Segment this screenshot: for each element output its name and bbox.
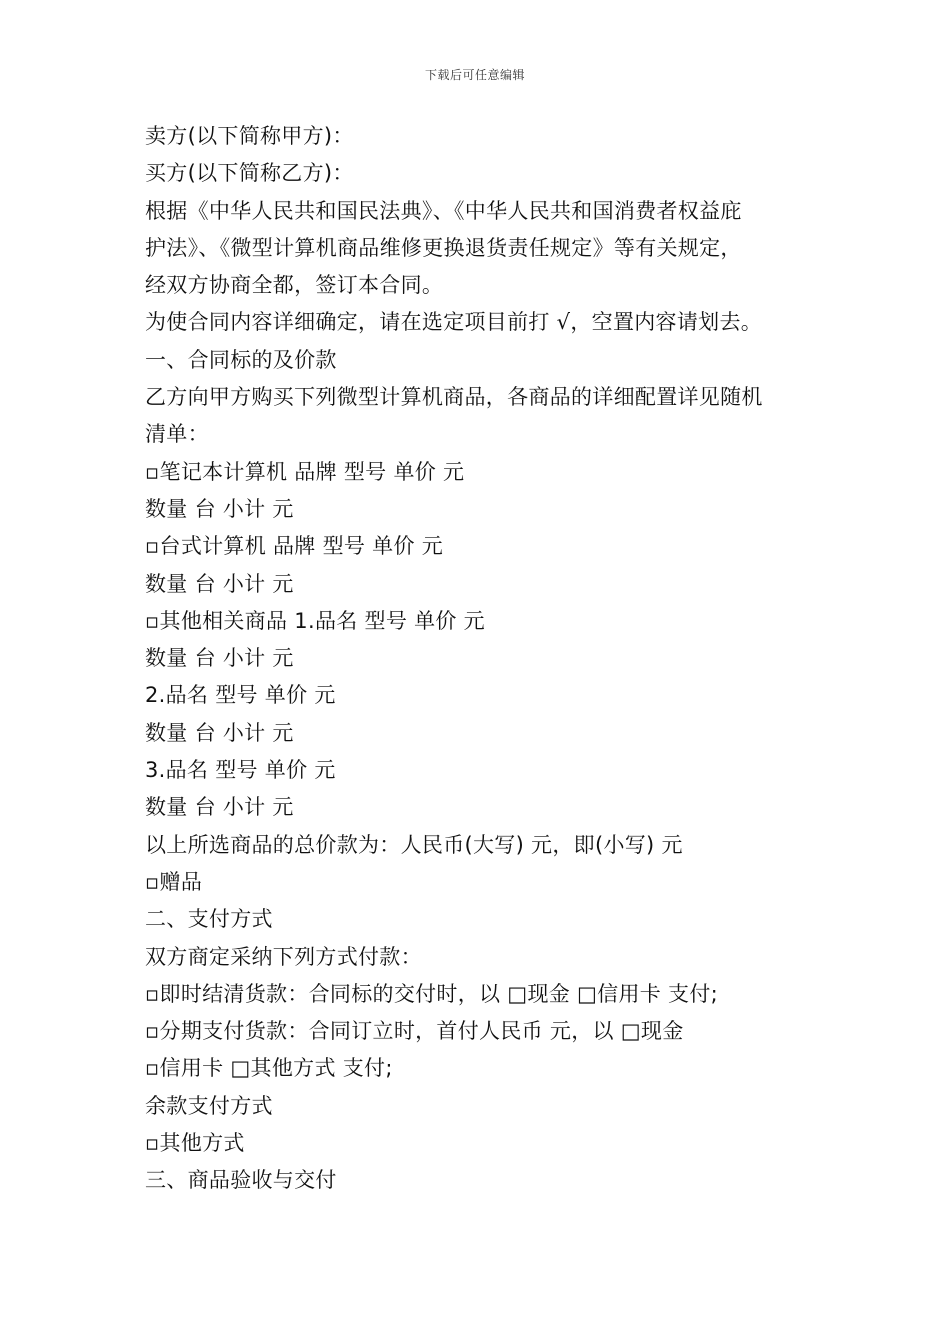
checkbox-item: ▫台式计算机 品牌 型号 单价 元	[145, 534, 444, 559]
document-body	[145, 118, 815, 1200]
text-line: 数量 台 小计 元	[145, 720, 294, 745]
text-line: 数量 台 小计 元	[145, 795, 294, 820]
section-heading: 一、合同标的及价款	[145, 347, 337, 372]
text-line: 卖方(以下简称甲方)：	[145, 124, 354, 148]
text-line: 数量 台 小计 元	[145, 646, 294, 671]
text-line: 数量 台 小计 元	[145, 571, 294, 596]
text-line: 为使合同内容详细确定，请在选定项目前打 √，空置内容请划去。	[145, 310, 763, 335]
page-header: 下载后可任意编辑	[424, 68, 525, 82]
checkbox-item: ▫其他相关商品 1.品名 型号 单价 元	[145, 608, 485, 633]
checkbox-item: ▫信用卡 □其他方式 支付;	[145, 1056, 393, 1081]
text-line: 以上所选商品的总价款为：人民币(大写) 元，即(小写) 元	[145, 832, 683, 857]
text-line: 根据《中华人民共和国民法典》、《中华人民共和国消费者权益庇	[145, 198, 742, 223]
text-line: 买方(以下简称乙方)：	[145, 161, 354, 186]
section-heading: 三、商品验收与交付	[145, 1168, 337, 1193]
checkbox-item: ▫赠品	[145, 869, 203, 894]
text-line: 清单：	[145, 422, 209, 447]
text-line: 双方商定采纳下列方式付款：	[145, 944, 422, 969]
checkbox-item: ▫分期支付货款：合同订立时，首付人民币 元，以 □现金	[145, 1019, 684, 1044]
checkbox-item: ▫即时结清货款：合同标的交付时，以 □现金 □信用卡 支付;	[145, 981, 719, 1006]
text-line: 经双方协商全都，签订本合同。	[145, 273, 444, 298]
section-heading: 二、支付方式	[145, 907, 273, 932]
text-line: 乙方向甲方购买下列微型计算机商品，各商品的详细配置详见随机	[145, 385, 763, 410]
text-line: 护法》、《微型计算机商品维修更换退货责任规定》等有关规定，	[145, 235, 742, 260]
text-line: 3.品名 型号 单价 元	[145, 758, 336, 783]
text-line: 余款支付方式	[145, 1093, 273, 1118]
text-line: 2.品名 型号 单价 元	[145, 683, 336, 708]
checkbox-item: ▫笔记本计算机 品牌 型号 单价 元	[145, 459, 465, 484]
checkbox-item: ▫其他方式	[145, 1131, 245, 1156]
text-line: 数量 台 小计 元	[145, 496, 294, 521]
